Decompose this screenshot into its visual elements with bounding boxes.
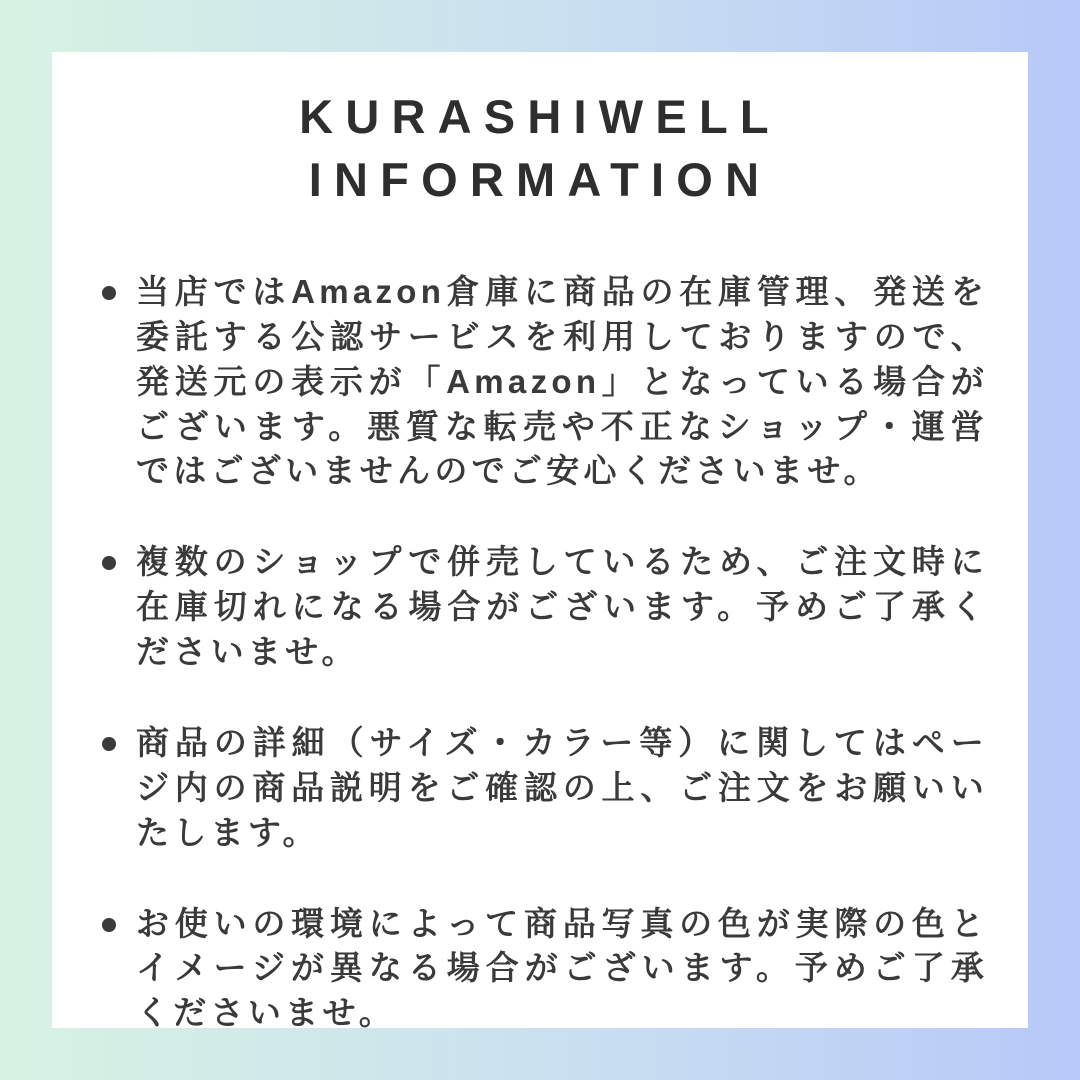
notice-text: 商品の詳細（サイズ・カラー等）に関してはページ内の商品説明をご確認の上、ご注文をお願いいたします。 [136,723,988,851]
page-title [52,86,1028,212]
info-card [52,52,1028,1032]
notice-item-amazon-warehouse [102,270,988,494]
notice-text: お使いの環境によって商品写真の色が実際の色とイメージが異なる場合がございます。予めご了承くださいませ。 [136,904,988,1032]
bullet-dot-icon [102,918,116,932]
title-line-information: INFORMATION [308,152,772,206]
notice-list [52,270,1028,1036]
bullet-dot-icon [102,556,116,570]
notice-item-product-details [102,721,988,856]
notice-item-stock-shortage [102,540,988,675]
title-line-brand: KURASHIWELL [299,90,781,143]
bullet-dot-icon [102,286,116,300]
notice-text: 複数のショップで併売しているため、ご注文時に在庫切れになる場合がございます。予めご了承くださいませ。 [136,543,988,671]
bullet-dot-icon [102,737,116,751]
notice-item-color-difference [102,902,988,1037]
notice-text: 当店ではAmazon倉庫に商品の在庫管理、発送を委託する公認サービスを利用しておりますので、発送元の表示が「Amazon」となっている場合がございます。悪質な転売や不正なショップ・運営ではございませんのでご安心くださいませ。 [136,272,988,490]
